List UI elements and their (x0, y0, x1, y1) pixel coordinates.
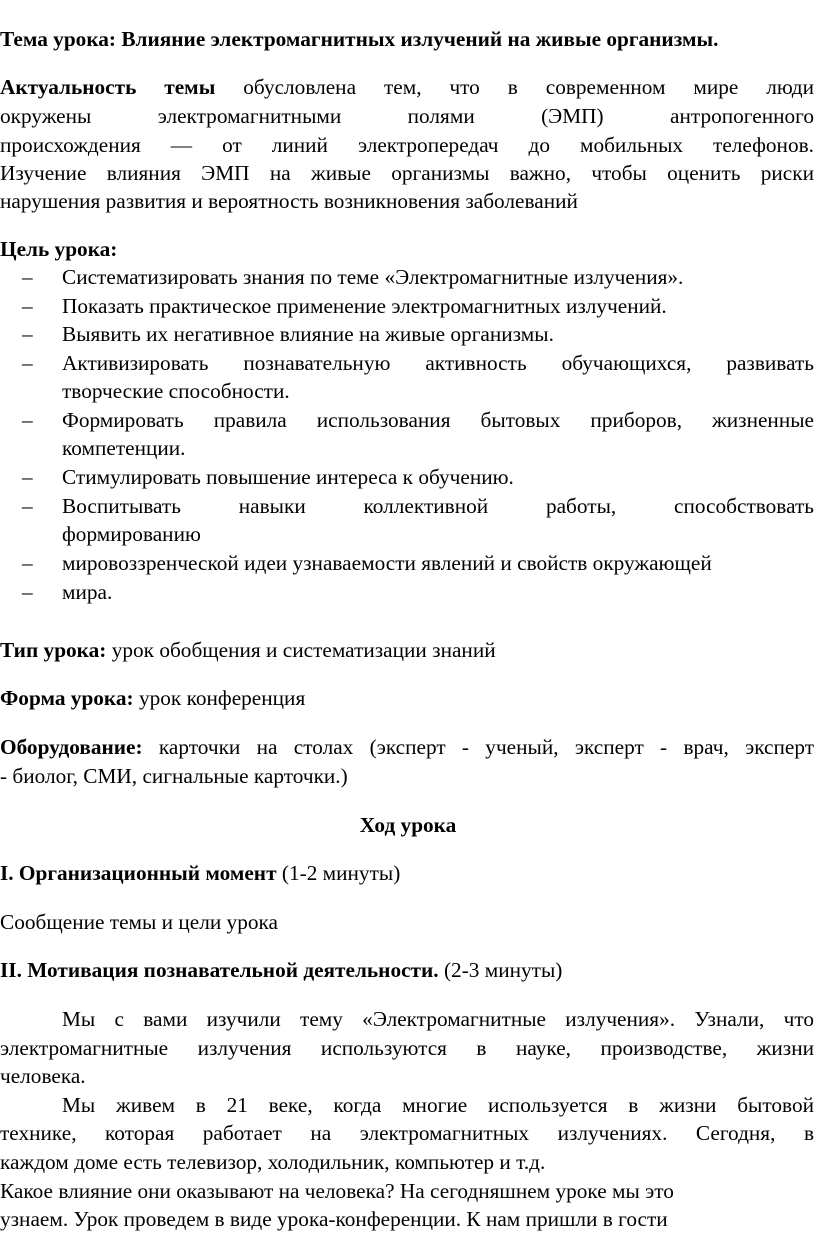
topic-text: Влияние электромагнитных излучений на живые организмы. (121, 27, 719, 51)
para2-line-3: каждом доме есть телевизор, холодильник, компьютер и т.д. (0, 1150, 546, 1174)
type-text: урок обобщения и систематизации знаний (111, 638, 496, 662)
goal-label: Цель урока: (0, 237, 118, 261)
stage1-text: Сообщение темы и цели урока (0, 910, 278, 934)
topic-label: Тема урока: (0, 27, 117, 51)
course-title: Ход урока (359, 813, 457, 837)
type-label: Тип урока: (0, 638, 107, 662)
form-text: урок конференция (138, 686, 306, 710)
stage1-label: I. Организационный момент (0, 861, 277, 885)
relevance-line-3: происхождения — от линий электропередач до мобильных телефонов. (0, 133, 814, 157)
bullet-dash: – (22, 551, 33, 575)
topic-line (0, 25, 718, 53)
bullet-dash: – (22, 408, 33, 432)
para1-line-3: человека. (0, 1064, 86, 1088)
equipment-label: Оборудование: (0, 735, 143, 759)
type-line (0, 636, 496, 664)
relevance-line-2: окружены электромагнитными полями (ЭМП) антропогенного (0, 104, 814, 128)
goal-item-line: Систематизировать знания по теме «Электромагнитные излучения». (62, 265, 684, 289)
bullet-dash: – (22, 294, 33, 318)
equipment-text-1: карточки на столах (эксперт - ученый, эксперт - врач, эксперт (158, 735, 815, 759)
goal-item-line: Стимулировать повышение интереса к обучению. (62, 465, 514, 489)
stage2-time: (2-3 минуты) (443, 958, 563, 982)
para1-line-2: электромагнитные излучения используются в науке, производстве, жизни (0, 1036, 814, 1060)
goal-item-line: творческие способности. (62, 379, 290, 403)
goal-item-line: Показать практическое применение электромагнитных излучений. (62, 294, 667, 318)
relevance-line-1 (0, 73, 814, 101)
goal-item-line: мировоззренческой идеи узнаваемости явлений и свойств окружающей (62, 551, 712, 575)
para2-line-2: технике, которая работает на электромагнитных излучениях. Сегодня, в (0, 1121, 814, 1145)
bullet-dash: – (22, 494, 33, 518)
stage1-heading (0, 859, 400, 887)
goal-item-line: компетенции. (62, 436, 186, 460)
para2-line-1: Мы живем в 21 веке, когда многие используется в жизни бытовой (62, 1093, 814, 1117)
stage1-time: (1-2 минуты) (281, 861, 401, 885)
bullet-dash: – (22, 322, 33, 346)
bullet-dash: – (22, 265, 33, 289)
bullet-dash: – (22, 580, 33, 604)
goal-item-line: Формировать правила использования бытовых приборов, жизненные (62, 408, 814, 432)
relevance-line-5: нарушения развития и вероятность возникновения заболеваний (0, 189, 578, 213)
para1-line-1: Мы с вами изучили тему «Электромагнитные излучения». Узнали, что (62, 1007, 814, 1031)
equipment-line-2: - биолог, СМИ, сигнальные карточки.) (0, 764, 348, 788)
relevance-line-4: Изучение влияния ЭМП на живые организмы важно, чтобы оценить риски (0, 161, 814, 185)
goal-item-line: формированию (62, 522, 201, 546)
goal-item-line: мира. (62, 580, 113, 604)
relevance-label: Актуальность темы (0, 75, 216, 99)
form-line (0, 684, 305, 712)
bullet-dash: – (22, 465, 33, 489)
bullet-dash: – (22, 351, 33, 375)
stage2-label: II. Мотивация познавательной деятельности. (0, 958, 439, 982)
para2-line-5: узнаем. Урок проведем в виде урока-конференции. К нам пришли в гости (0, 1207, 668, 1231)
relevance-text-1: обусловлена тем, что в современном мире люди (243, 75, 814, 99)
form-label: Форма урока: (0, 686, 134, 710)
para2-line-4: Какое влияние они оказывают на человека? На сегодняшнем уроке мы это (0, 1179, 674, 1203)
stage2-heading (0, 956, 562, 984)
goal-item-line: Воспитывать навыки коллективной работы, способствовать (62, 494, 814, 518)
goal-item-line: Выявить их негативное влияние на живые организмы. (62, 322, 554, 346)
goal-item-line: Активизировать познавательную активность обучающихся, развивать (62, 351, 814, 375)
equipment-line-1 (0, 733, 814, 761)
